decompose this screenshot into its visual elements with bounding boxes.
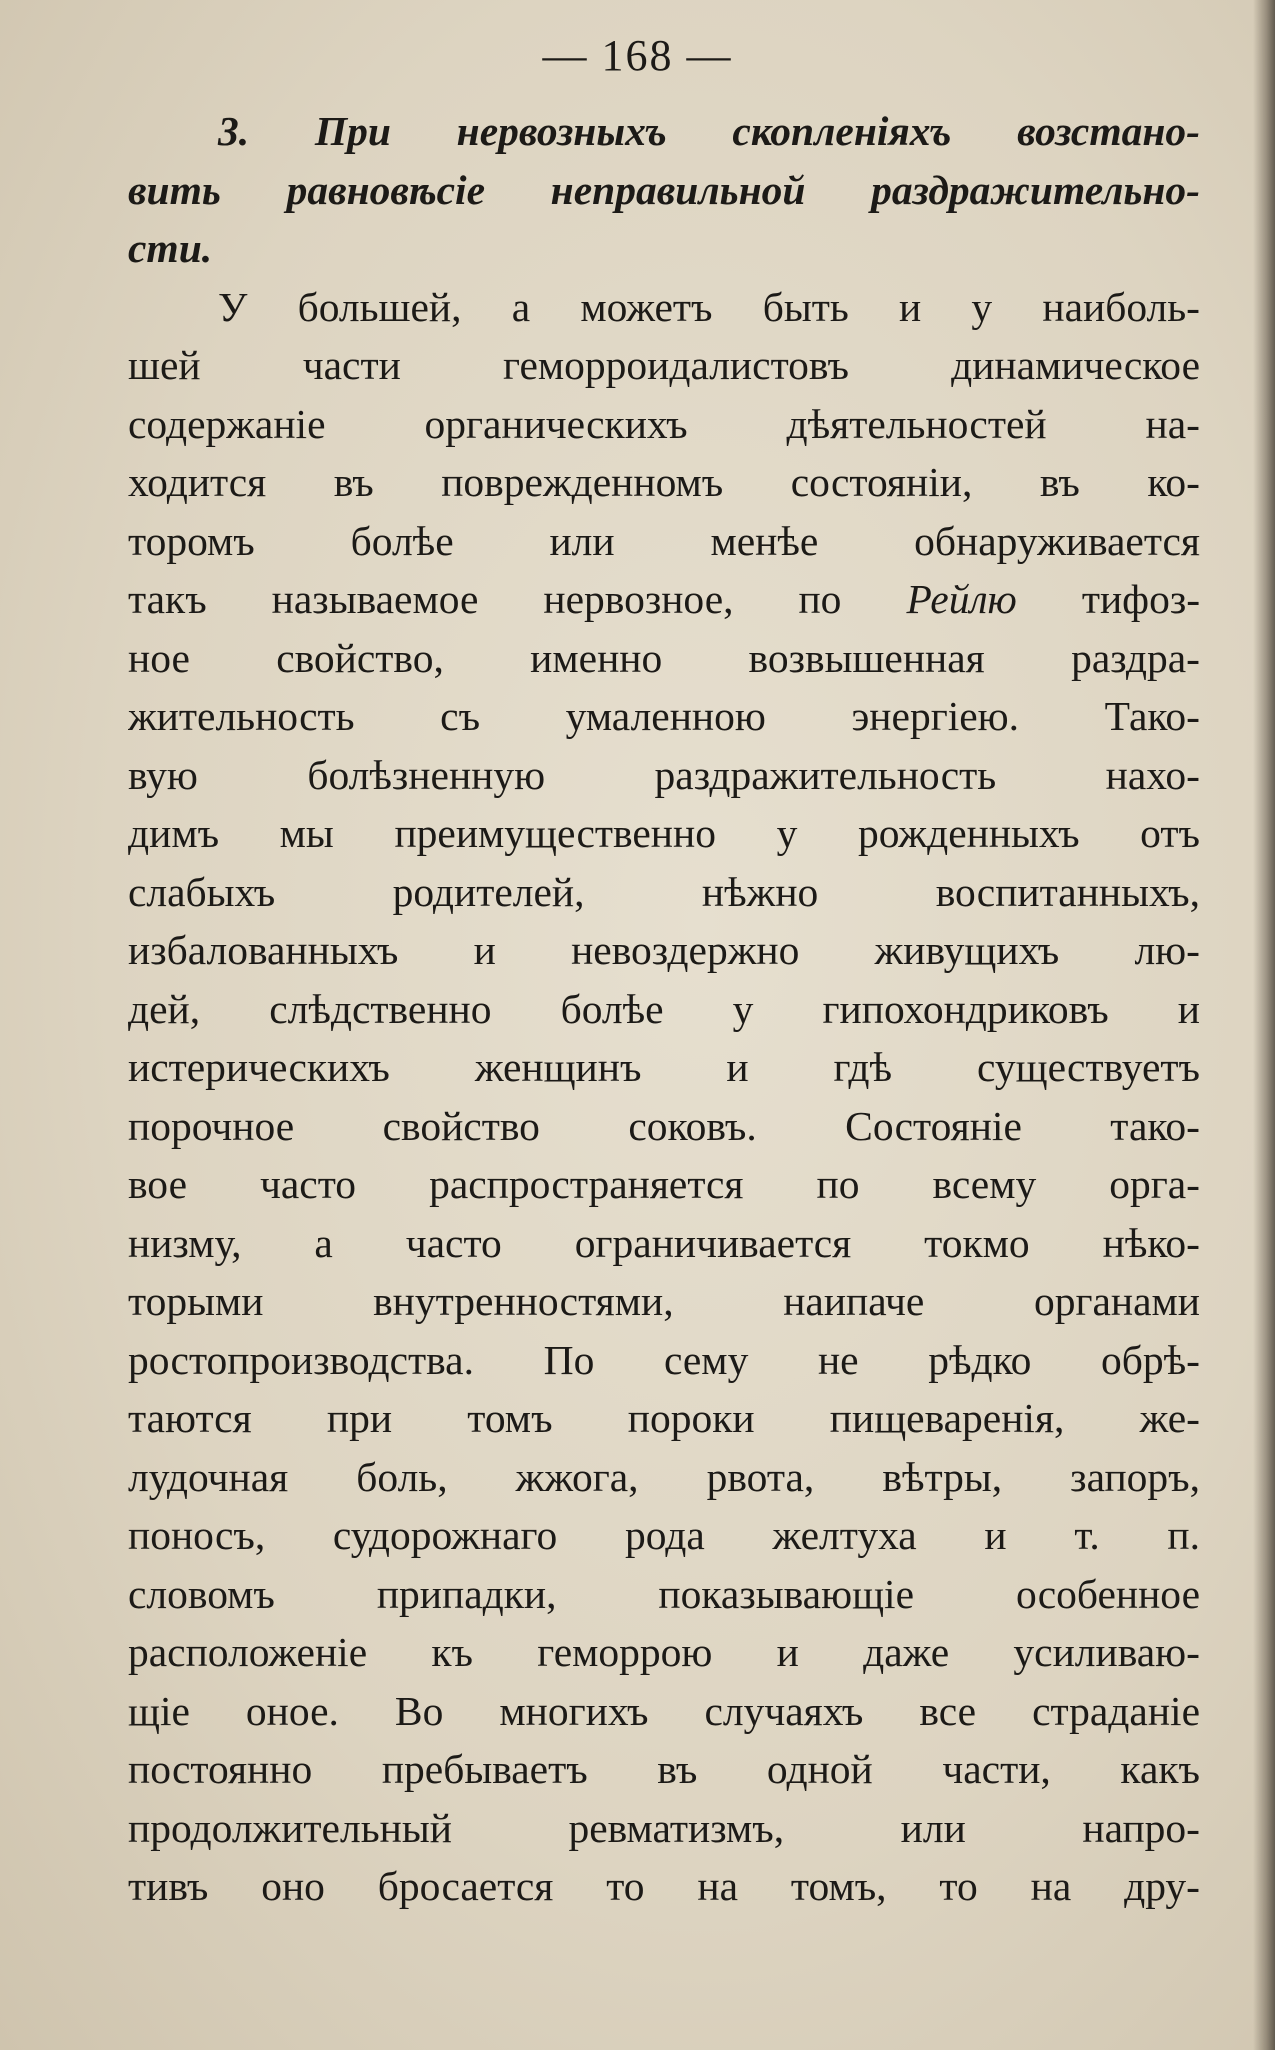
text-line: вую болѣзненную раздражительность нахо- <box>128 751 1200 798</box>
text-line: расположеніе къ геморрою и даже усиливаю- <box>128 1629 1200 1675</box>
text-line: содержаніе органическихъ дѣятельностей на- <box>128 400 1200 447</box>
text-line: постоянно пребываетъ въ одной части, какъ <box>128 1746 1200 1792</box>
text-line: жительность съ умаленною энергіею. Тако- <box>128 693 1200 739</box>
text-line: продолжительный ревматизмъ, или напро- <box>128 1804 1200 1851</box>
author-name-reil: Рейлю <box>906 576 1017 622</box>
page-text <box>128 102 1200 1916</box>
text-line: вое часто распространяется по всему орга- <box>128 1161 1200 1207</box>
text-line: шей части геморроидалистовъ динамическое <box>128 342 1200 388</box>
page-edge-shadow <box>1253 0 1275 2050</box>
heading-line: вить равновѣсіе неправильной раздражительно- <box>128 166 1200 213</box>
text-line: У большей, а можетъ быть и у наиболь- <box>218 283 1200 330</box>
text-line: ное свойство, именно возвышенная раздра- <box>128 634 1200 681</box>
text-line: щіе оное. Во многихъ случаяхъ все страданіе <box>128 1687 1200 1734</box>
heading-line: 3. При нервозныхъ скопленіяхъ возстано- <box>218 108 1200 154</box>
text-line: низму, а часто ограничивается токмо нѣко- <box>128 1219 1200 1266</box>
text-fragment: тифоз- <box>1081 576 1200 622</box>
text-line-reil <box>128 570 1200 629</box>
text-line: ростопроизводства. По сему не рѣдко обрѣ- <box>128 1336 1200 1383</box>
text-line: таются при томъ пороки пищеваренія, же- <box>128 1395 1200 1441</box>
text-line: торыми внутренностями, наипаче органами <box>128 1278 1200 1324</box>
text-line: лудочная боль, жжога, рвота, вѣтры, запоръ, <box>128 1453 1200 1500</box>
text-line: торомъ болѣе или менѣе обнаруживается <box>128 517 1200 564</box>
text-line: избалованныхъ и невоздержно живущихъ лю- <box>128 927 1200 973</box>
text-line: дей, слѣдственно болѣе у гипохондриковъ и <box>128 985 1200 1032</box>
text-line: поносъ, судорожнаго рода желтуха и т. п. <box>128 1512 1200 1558</box>
section-heading <box>128 102 1200 278</box>
text-line: тивъ оно бросается то на томъ, то на дру- <box>128 1863 1200 1909</box>
text-line: ходится въ поврежденномъ состояніи, въ ко- <box>128 459 1200 505</box>
text-line: порочное свойство соковъ. Состояніе тако- <box>128 1102 1200 1149</box>
text-fragment: такъ называемое нервозное, по <box>128 576 842 622</box>
text-line: слабыхъ родителей, нѣжно воспитанныхъ, <box>128 868 1200 915</box>
text-line: димъ мы преимущественно у рожденныхъ отъ <box>128 810 1200 856</box>
body-paragraph <box>128 278 1200 1916</box>
text-line: истерическихъ женщинъ и гдѣ существуетъ <box>128 1044 1200 1090</box>
page-number: — 168 — <box>542 31 733 80</box>
heading-line: сти. <box>128 225 213 271</box>
text-line: словомъ припадки, показывающіе особенное <box>128 1570 1200 1617</box>
